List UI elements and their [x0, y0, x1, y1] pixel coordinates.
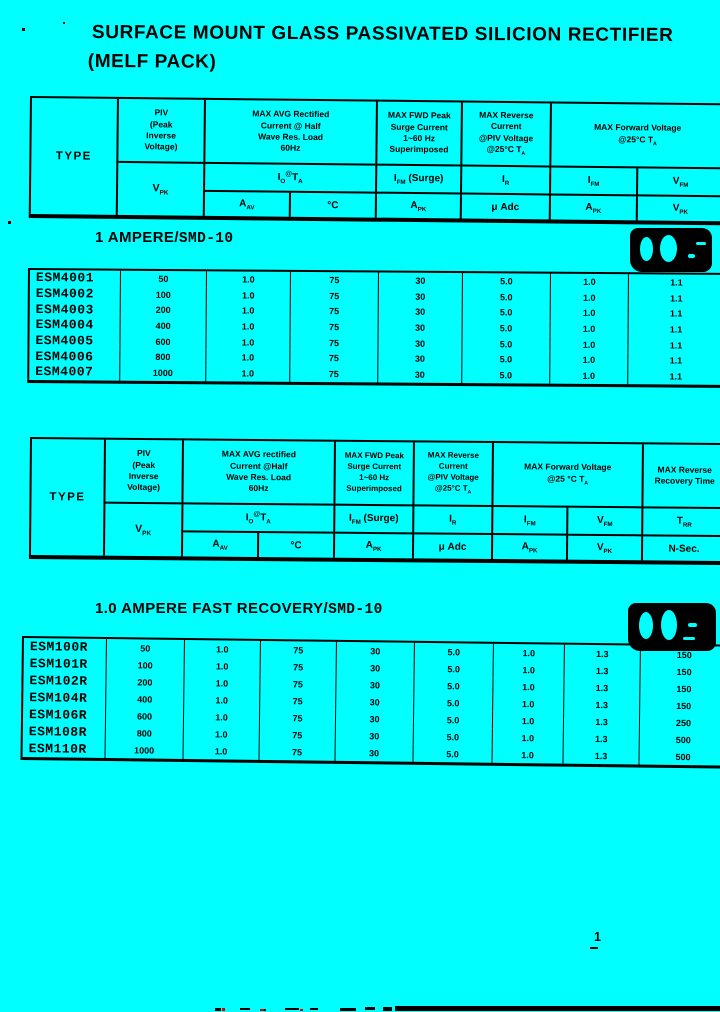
temp-value: 75 [290, 335, 378, 351]
avg-title: MAX AVG rectified Current @Half Wave Res. Load 60Hz [183, 440, 334, 505]
scan-dash [285, 1008, 299, 1010]
avg-current-value: 1.0 [184, 725, 260, 743]
piv-symbol: $V_{PK}$ [152, 182, 169, 197]
forward-voltage-value: 1.1 [670, 293, 683, 304]
forward-current-value: 1.0 [550, 352, 628, 368]
piv-value: 50 [107, 639, 185, 657]
forward-current-value: 1.0 [551, 305, 629, 321]
forward-voltage-value: 1.3 [565, 662, 641, 680]
type-header-label: TYPE [55, 150, 92, 163]
scan-dash [310, 1008, 318, 1010]
temp-value: 75 [260, 692, 336, 710]
piv-value: 800 [120, 349, 206, 365]
surge-title: MAX FWD Peak Surge Current 1~60 Hz Superimposed [377, 102, 461, 167]
part-number: ESM104R [23, 689, 106, 707]
piv-value: 400 [106, 690, 184, 708]
surge-current-value: 30 [378, 335, 462, 351]
reverse-symbol: $I_R$ [462, 167, 549, 196]
recovery-time-value: 500 [675, 751, 691, 762]
surge-current-value: 30 [337, 642, 415, 660]
forward-current-value: 1.0 [550, 368, 628, 384]
forward-title: MAX Forward Voltage @25 °C $T_A$ [493, 443, 642, 508]
reverse-current-value: 5.0 [463, 273, 551, 289]
avg-current-value: 1.0 [207, 318, 291, 334]
part-number: ESM4003 [30, 301, 121, 317]
forward-current-value: 1.0 [493, 729, 564, 747]
column-reverse-current [460, 103, 550, 220]
part-number: ESM4006 [29, 348, 120, 364]
forward-current-value: 1.0 [493, 678, 564, 696]
melf-diode-photo-1 [630, 228, 712, 272]
surge-current-value: 30 [336, 693, 414, 711]
avg-current-value: 1.0 [184, 708, 260, 726]
photo-highlight [688, 254, 695, 258]
reverse-current-value: 5.0 [462, 336, 550, 352]
forward-voltage-value: 1.3 [564, 679, 640, 697]
temp-value: 75 [260, 726, 336, 744]
surge-unit: $A_{PK}$ [410, 199, 427, 213]
reverse-current-value: 5.0 [462, 367, 550, 383]
piv-value: 600 [120, 333, 206, 349]
avg-title: MAX AVG Rectified Current @ Half Wave Res. Load 60Hz [205, 100, 376, 166]
forward-symbols-units [551, 167, 720, 221]
reverse-unit: μ Adc [438, 541, 467, 553]
piv-value: 400 [121, 318, 207, 334]
temp-value: 75 [261, 641, 337, 659]
column-avg-rectified-current [181, 440, 334, 557]
surge-current-value: 30 [336, 727, 414, 745]
forward-current-value: 1.0 [551, 274, 629, 290]
surge-current-value: 30 [336, 676, 414, 694]
avg-unit-aav: $A_{AV}$ [239, 197, 255, 211]
part-number: ESM106R [23, 706, 106, 724]
column-reverse-current [412, 442, 492, 559]
avg-unit-degc: °C [257, 533, 333, 558]
document-title [87, 22, 674, 76]
forward-current-value: 1.0 [494, 644, 565, 662]
reverse-current-value: 5.0 [415, 660, 494, 678]
forward-current-value: 1.0 [492, 746, 563, 764]
page-number: 1 [594, 930, 601, 944]
surge-current-value: 30 [378, 351, 462, 367]
temp-value: 75 [260, 709, 336, 727]
surge-symbol: $I_{FM}$ (Surge) [377, 166, 460, 195]
part-number: ESM101R [24, 655, 107, 673]
forward-unit-vpk: $V_{PK}$ [672, 202, 688, 216]
forward-current-value: 1.0 [550, 336, 628, 352]
piv-symbol: $V_{PK}$ [135, 522, 152, 538]
avg-current-value: 1.0 [185, 640, 261, 658]
column-piv [103, 440, 182, 557]
reverse-unit: μ Adc [491, 201, 520, 213]
section1-heading: 1 AMPERE/SMD-10 [95, 229, 234, 247]
temp-value: 75 [291, 288, 379, 304]
surge-title: MAX FWD Peak Surge Current 1~60 Hz Superimposed [335, 442, 413, 507]
scan-speck [8, 221, 11, 224]
recovery-time-value: 500 [675, 734, 691, 745]
reverse-current-value: 5.0 [462, 351, 550, 367]
surge-current-value: 30 [337, 659, 415, 677]
reverse-current-value: 5.0 [413, 745, 492, 763]
avg-current-value: 1.0 [184, 691, 260, 709]
forward-voltage-value: 1.1 [669, 355, 683, 366]
photo-highlight [639, 612, 653, 639]
column-surge-current [375, 102, 461, 219]
piv-value: 1000 [106, 741, 184, 759]
forward-unit-vpk: $V_{PK}$ [596, 541, 613, 555]
part-number: ESM110R [23, 740, 106, 758]
piv-value: 50 [121, 271, 207, 287]
forward-voltage-value: 1.3 [564, 696, 640, 714]
part-number: ESM4001 [30, 270, 121, 286]
title-line-1: SURFACE MOUNT GLASS PASSIVATED SILICION RECTIFIER [91, 22, 674, 47]
recovery-unit: N-Sec. [668, 543, 700, 555]
temp-value: 75 [291, 303, 379, 319]
avg-current-value: 1.0 [206, 365, 290, 381]
part-number: ESM4005 [29, 333, 120, 349]
forward-voltage-value: 1.3 [564, 713, 640, 731]
forward-unit-apk: $A_{PK}$ [521, 540, 538, 554]
temp-value: 75 [290, 366, 378, 382]
scan-speck [590, 947, 598, 949]
photo-highlight [688, 623, 697, 627]
surge-current-value: 30 [379, 320, 463, 336]
temp-value: 75 [261, 658, 337, 676]
column-avg-rectified-current [203, 100, 376, 218]
column-reverse-recovery [641, 444, 720, 561]
part-number: ESM102R [23, 672, 106, 690]
forward-current-value: 1.0 [493, 712, 564, 730]
piv-value: 800 [106, 724, 184, 742]
avg-current-value: 1.0 [184, 674, 260, 692]
scan-red-speck [300, 1009, 303, 1011]
title-line-2: (MELF PACK) [87, 50, 217, 73]
forward-symbols-units [493, 507, 641, 560]
recovery-symbol: $T_{RR}$ [643, 508, 720, 537]
recovery-time-value: 150 [676, 683, 692, 694]
column-surge-current [333, 442, 413, 559]
scan-dash [240, 1008, 250, 1010]
avg-units [183, 532, 333, 557]
spec-header-table-1 [29, 96, 720, 225]
avg-current-value: 1.0 [206, 350, 290, 366]
surge-current-value: 30 [379, 304, 463, 320]
piv-value: 100 [121, 286, 207, 302]
surge-current-value: 30 [335, 744, 413, 762]
forward-voltage-value: 1.1 [669, 324, 683, 335]
surge-unit: $A_{PK}$ [365, 539, 382, 553]
photo-highlight [661, 610, 677, 640]
avg-current-value: 1.0 [207, 271, 291, 287]
avg-current-value: 1.0 [207, 303, 291, 319]
temp-value: 75 [260, 743, 336, 761]
column-type [31, 98, 117, 215]
recovery-time-value: 150 [676, 649, 692, 660]
avg-current-value: 1.0 [207, 287, 291, 303]
part-number: ESM4007 [29, 364, 120, 380]
surge-current-value: 30 [378, 367, 462, 383]
forward-current-value: 1.0 [494, 661, 565, 679]
part-number: ESM4002 [30, 286, 121, 302]
type-header-label: TYPE [49, 491, 86, 504]
forward-title: MAX Forward Voltage @25°C $T_A$ [551, 103, 720, 169]
scan-red-speck [260, 1009, 264, 1011]
ratings-table-1-ampere [27, 268, 720, 388]
forward-current-value: 1.0 [551, 321, 629, 337]
reverse-current-value: 5.0 [415, 643, 494, 661]
reverse-current-value: 5.0 [414, 711, 493, 729]
recovery-time-value: 250 [675, 717, 692, 728]
surge-symbol: $I_{FM}$ (Surge) [335, 506, 412, 535]
photo-highlight [696, 242, 706, 245]
forward-voltage-value: 1.1 [669, 308, 683, 319]
scan-dash [365, 1007, 375, 1010]
forward-current-value: 1.0 [551, 289, 629, 305]
scan-dash [215, 1008, 221, 1011]
forward-current-value: 1.0 [493, 695, 564, 713]
avg-current-value: 1.0 [206, 334, 290, 350]
avg-current-value: 1.0 [184, 742, 260, 760]
reverse-title: MAX Reverse Current @PIV Voltage @25°C $T_A$ [414, 442, 492, 507]
avg-symbol: $I_O^@T_A$ [183, 504, 333, 533]
temp-value: 75 [291, 319, 379, 335]
piv-value: 200 [121, 302, 207, 318]
ratings-table-fast-recovery [20, 636, 720, 769]
part-number: ESM108R [23, 723, 106, 741]
part-number: ESM100R [24, 638, 107, 656]
recovery-time-value: 150 [676, 666, 692, 677]
reverse-current-value: 5.0 [463, 320, 551, 336]
section2-heading: 1.0 AMPERE FAST RECOVERY/SMD-10 [95, 600, 383, 618]
reverse-current-value: 5.0 [414, 677, 493, 695]
piv-title: PIV (Peak Inverse Voltage) [118, 99, 204, 164]
surge-current-value: 30 [336, 710, 414, 728]
reverse-symbol: $I_R$ [414, 506, 491, 535]
part-number: ESM4004 [30, 317, 121, 333]
column-forward-voltage [491, 443, 642, 560]
forward-voltage-value: 1.3 [563, 747, 639, 765]
reverse-current-value: 5.0 [414, 728, 493, 746]
forward-symbol-ifm: $I_{FM}$ [551, 167, 636, 196]
piv-value: 600 [106, 707, 184, 725]
scan-dash [383, 1007, 392, 1011]
forward-voltage-value: 1.3 [565, 645, 641, 663]
avg-symbol: $I_O^@T_A$ [205, 164, 375, 194]
photo-highlight [683, 637, 695, 640]
avg-unit-aav: $A_{AV}$ [212, 538, 228, 552]
reverse-current-value: 5.0 [414, 694, 493, 712]
recovery-title: MAX Reverse Recovery Time [643, 444, 720, 509]
avg-units [205, 192, 375, 218]
piv-value: 100 [107, 656, 185, 674]
piv-title: PIV (Peak Inverse Voltage) [105, 440, 182, 505]
forward-symbol-vfm: $V_{FM}$ [638, 168, 720, 197]
avg-current-value: 1.0 [185, 657, 261, 675]
column-type [31, 439, 104, 556]
piv-value: 1000 [120, 365, 206, 381]
surge-current-value: 30 [379, 288, 463, 304]
forward-symbol-ifm: $I_{FM}$ [493, 507, 566, 536]
avg-unit-degc: °C [289, 193, 375, 218]
forward-voltage-value: 1.1 [669, 340, 683, 351]
forward-unit-apk: $A_{PK}$ [585, 201, 602, 215]
forward-voltage-value: 1.1 [669, 371, 683, 382]
forward-voltage-value: 1.3 [564, 730, 640, 748]
forward-voltage-value: 1.1 [670, 277, 683, 288]
temp-value: 75 [260, 675, 336, 693]
photo-highlight [640, 237, 653, 261]
scan-bottom-bar [395, 1006, 720, 1011]
scan-speck [63, 22, 65, 24]
forward-symbol-vfm: $V_{FM}$ [568, 508, 641, 537]
surge-current-value: 30 [379, 272, 463, 288]
photo-highlight [660, 235, 677, 262]
reverse-title: MAX Reverse Current @PIV Voltage @25°C $T_A$ [462, 103, 550, 168]
reverse-current-value: 5.0 [463, 289, 551, 305]
reverse-current-value: 5.0 [463, 304, 551, 320]
spec-header-table-2 [29, 437, 720, 565]
temp-value: 75 [291, 272, 379, 288]
temp-value: 75 [290, 350, 378, 366]
column-piv [116, 99, 204, 216]
scan-dash [340, 1008, 356, 1011]
column-forward-voltage [549, 103, 720, 221]
scan-speck [22, 28, 25, 31]
recovery-time-value: 150 [676, 700, 692, 711]
scan-red-speck [222, 1008, 225, 1011]
piv-value: 200 [106, 673, 184, 691]
